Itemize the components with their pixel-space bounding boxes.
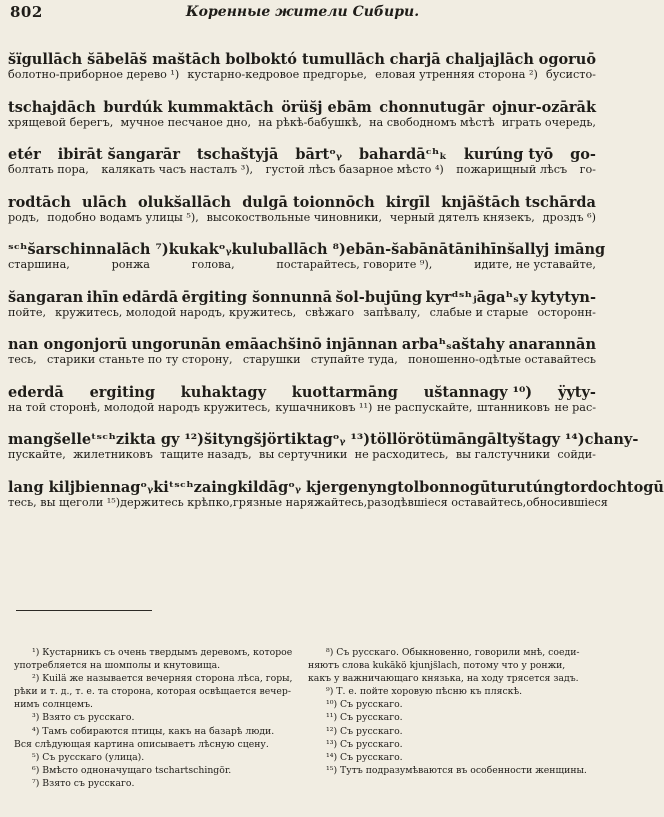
yakut-word: ērgiting s̆onnunnā <box>181 288 333 306</box>
russian-phrase: грязные наряжайтесь, <box>232 495 368 509</box>
yakut-word: ojnur-ozārāk <box>491 98 596 116</box>
russian-translation-line <box>8 495 608 520</box>
yakut-word: tschajdāch <box>8 98 96 116</box>
yakut-line <box>8 139 596 163</box>
yakut-word: kytytyn- <box>530 288 596 306</box>
russian-phrase: поношенно-одѣтые оставайтесь <box>408 353 596 366</box>
yakut-word: dulgā toionnōch <box>242 193 375 211</box>
russian-phrase: кушачниковъ ¹¹) <box>275 400 373 414</box>
russian-phrase: бусисто- <box>545 68 596 81</box>
yakut-word: chany- <box>584 431 639 448</box>
yakut-word: s̆jörtiktagᵒᵧ ¹³) <box>253 431 371 448</box>
yakut-word: us̆tannagy ¹⁰) <box>423 383 533 401</box>
footnote-line: ⁶) Вмѣсто одноначущаго tschartschingör. <box>32 764 232 776</box>
yakut-word: ihīn <box>86 288 119 306</box>
footnote-line: какъ у важничающаго князька, на ходу трясется задъ. <box>308 673 579 685</box>
footnote-line: ¹⁵) Тутъ подразумѣваются въ особенности женщины. <box>326 764 587 776</box>
russian-phrase: разодѣвшіеся оставайтесь, <box>367 495 527 509</box>
yakut-word: s̆ol-bujūng <box>335 288 422 306</box>
yakut-word: chaljajlāch <box>445 51 534 68</box>
russian-phrase: болтать пора, <box>8 163 89 176</box>
russian-phrase: ступайте туда, <box>310 353 398 366</box>
russian-phrase: на свободномъ мѣстѣ <box>369 115 495 129</box>
russian-phrase: еловая утренняя сторона ²) <box>375 68 538 81</box>
russian-translation-line <box>8 353 596 377</box>
footnote-line: ⁴) Тамъ собираются птицы, какъ на базарѣ люди. <box>32 725 275 737</box>
yakut-word: tordochtogū <box>563 478 664 496</box>
text-line-pair <box>8 329 596 377</box>
yakut-word: bārtᵒᵧ <box>295 146 343 163</box>
yakut-word: ibirāt s̆angarār <box>57 146 180 163</box>
yakut-word: mang <box>8 431 54 448</box>
yakut-line <box>8 472 664 496</box>
yakut-line <box>8 44 596 68</box>
yakut-word: kirgīl <box>385 193 431 211</box>
yakut-word: nan ongonjorū <box>8 336 128 353</box>
yakut-word: chonnutugār <box>379 98 485 116</box>
russian-phrase: слабые и старые <box>429 305 529 319</box>
russian-phrase: высокоствольные чиновники, <box>206 210 383 224</box>
footnote-line: ⁹) Т. е. пойте хоровую пѣсню къ пляскѣ. <box>326 686 523 698</box>
russian-phrase: на рѣкѣ-бабушкѣ, <box>258 115 362 129</box>
russian-phrase: обносившіеся <box>526 495 608 509</box>
yakut-line <box>8 329 596 353</box>
russian-translation-line <box>8 306 596 330</box>
footnote-line: ³) Взято съ русскаго. <box>32 712 135 724</box>
yakut-word: s̆allyj imāng <box>506 241 606 258</box>
page-header <box>10 3 595 25</box>
yakut-line <box>8 424 639 448</box>
footnote-line: ¹⁴) Съ русскаго. <box>326 751 403 763</box>
yakut-word: kukakᵒᵧ <box>168 241 232 258</box>
yakut-word: rodtāch <box>8 193 71 211</box>
russian-phrase: пускайте, <box>8 448 66 461</box>
yakut-word: lang kiljbiennagᵒᵧ <box>8 478 154 496</box>
footnote-line: ⁷) Взято съ русскаго. <box>32 777 135 789</box>
yakut-word: edārdā <box>122 288 179 306</box>
yakut-word: oluks̆allāch <box>137 193 232 211</box>
yakut-word: ungorunān <box>131 336 221 353</box>
russian-phrase: идите, не уставайте, <box>474 258 596 271</box>
yakut-word: knjās̆tāch tschārda <box>441 193 596 211</box>
yakut-word: ergiting <box>89 383 155 401</box>
yakut-line <box>8 187 596 211</box>
russian-phrase: тащите назадъ, <box>160 448 252 461</box>
yakut-word: örüs̆j ebām <box>281 98 372 116</box>
yakut-word: turutúng <box>490 478 564 496</box>
text-line-pair <box>8 139 596 187</box>
russian-phrase: калякать часъ насталъ ³), <box>101 163 254 176</box>
russian-phrase: старики станьте по ту сторону, <box>47 353 233 366</box>
russian-phrase: голова, <box>191 258 235 271</box>
yakut-word: ulāch <box>82 193 127 211</box>
yakut-word: kuluballāch ⁸) <box>231 241 346 258</box>
text-line-pair <box>8 424 639 472</box>
yakut-word: tschas̆tyjā <box>196 146 279 163</box>
yakut-line <box>8 377 596 401</box>
yakut-word: kuhaktagy <box>180 383 266 401</box>
russian-phrase: дроздъ ⁶) <box>542 210 596 224</box>
russian-phrase: черный дятелъ князекъ, <box>389 210 535 224</box>
yakut-word: kuottarmāng <box>291 383 398 401</box>
yakut-word: emāachs̆inō <box>225 336 322 353</box>
russian-phrase: играть очередь, <box>501 115 596 129</box>
russian-translation-line <box>8 211 596 235</box>
yakut-word: töllörötümāng <box>370 431 488 448</box>
russian-phrase: не рас- <box>554 400 596 414</box>
footnote-line: употребляется на шомполы и кнутовища. <box>14 660 221 672</box>
yakut-word: s̆elleᵗˢᶜʰzikta gy ¹²) <box>53 431 205 448</box>
text-line-pair <box>8 44 596 92</box>
russian-phrase: хрящевой берегъ, <box>8 115 114 129</box>
russian-phrase: пожарищный лѣсъ <box>456 163 568 176</box>
yakut-word: ÿyty- <box>557 383 596 401</box>
yakut-word: kiᵗˢᶜʰzaing <box>153 478 238 496</box>
footnote-line: ¹³) Съ русскаго. <box>326 738 403 750</box>
footnotes-right-column <box>308 646 596 777</box>
russian-translation-line <box>8 163 596 187</box>
russian-phrase: кружитесь, молодой народъ, кружитесь, <box>55 305 297 319</box>
yakut-word: ihīn <box>474 241 507 258</box>
yakut-word: kildāgᵒᵧ kjergenyng <box>237 478 398 496</box>
yakut-word: ebān-s̆abān <box>345 241 439 258</box>
russian-phrase: вы галстучники <box>455 448 551 461</box>
russian-translation-line <box>8 68 596 92</box>
yakut-word: s̆ityng <box>204 431 254 448</box>
russian-phrase: штанниковъ <box>477 400 550 414</box>
russian-phrase: болотно-приборное дерево ¹) <box>8 68 180 81</box>
yakut-word: bahardāᶜʰₖ <box>358 146 447 163</box>
russian-phrase: тесь, вы щеголи ¹⁵) <box>8 495 121 509</box>
footnote-line: ¹²) Съ русскаго. <box>326 725 403 737</box>
russian-phrase: сойди- <box>557 448 596 461</box>
footnote-line: няютъ слова kukākö kjunjs̆lach, потому что у ронжи, <box>308 660 566 672</box>
yakut-word: go- <box>570 146 596 163</box>
russian-phrase: на той сторонѣ, молодой народъ кружитесь, <box>8 400 271 414</box>
russian-phrase: го- <box>579 163 596 176</box>
footnote-line: рѣки и т. д., т. е. та сторона, которая освѣщается вечер- <box>14 686 292 698</box>
yakut-word: s̆ïgullāch s̆ābelās̆ mas̆tāch <box>8 51 221 68</box>
russian-phrase: кустарно-кедровое предгорье, <box>187 68 367 81</box>
russian-translation-line <box>8 116 596 140</box>
page-number: 802 <box>10 3 43 21</box>
russian-phrase: старушки <box>242 353 301 366</box>
yakut-word: kyrᵈˢʰⱼāgaʰₛy <box>425 288 528 306</box>
russian-phrase: держитесь крѣпко, <box>120 495 233 509</box>
footnote-line: нимъ солнцемъ. <box>14 699 93 711</box>
russian-phrase: старшина, <box>8 258 70 271</box>
footnote-line: ¹⁰) Съ русскаго. <box>326 699 403 711</box>
russian-translation-line <box>8 401 596 425</box>
russian-phrase: вы сертучники <box>259 448 348 461</box>
yakut-word: kurúng tyō <box>463 146 554 163</box>
yakut-word: ātān <box>438 241 475 258</box>
russian-phrase: мучное песчаное дно, <box>120 115 252 129</box>
russian-phrase: ронжа <box>111 258 150 271</box>
russian-phrase: свѣжаго <box>305 305 355 319</box>
russian-phrase: густой лѣсъ базарное мѣсто ⁴) <box>265 163 444 176</box>
yakut-word: injānnan <box>326 336 398 353</box>
text-line-pair <box>8 234 606 282</box>
yakut-word: ˢᶜʰs̆arschinnalāch ⁷) <box>8 241 169 258</box>
yakut-word: anarannān <box>508 336 596 353</box>
russian-phrase: не расходитесь, <box>354 448 449 461</box>
yakut-word: tolbonnogū <box>397 478 491 496</box>
yakut-word: s̆angaran <box>8 288 84 306</box>
russian-phrase: подобно водамъ улицы ⁵), <box>47 210 199 224</box>
russian-phrase: родъ, <box>8 210 40 224</box>
russian-phrase: жилетниковъ <box>73 448 153 461</box>
footnote-line: ¹) Кустарникъ съ очень твердымъ деревомъ, которое <box>32 647 293 658</box>
footnotes-left-column <box>14 646 296 790</box>
russian-translation-line <box>8 258 596 282</box>
russian-phrase: тесь, <box>8 353 37 366</box>
yakut-line <box>8 234 606 258</box>
text-line-pair <box>8 92 596 140</box>
yakut-word: āltys̆tagy ¹⁴) <box>487 431 585 448</box>
yakut-word: ederdā <box>8 383 64 401</box>
footnote-line: ⁵) Съ русскаго (улица). <box>32 751 145 763</box>
russian-phrase: запѣвалу, <box>363 305 421 319</box>
footnote-line: Вся слѣдующая картина описываетъ лѣсную сцену. <box>14 738 269 750</box>
text-line-pair <box>8 472 664 520</box>
russian-phrase: пойте, <box>8 305 47 319</box>
yakut-word: arbaʰₛas̆tahy <box>401 336 505 353</box>
interlinear-text <box>8 44 664 519</box>
text-line-pair <box>8 377 596 425</box>
footnote-line: ⁸) Съ русскаго. Обыкновенно, говорили мнѣ, соеди- <box>326 647 580 658</box>
russian-translation-line <box>8 448 596 472</box>
footnote-rule <box>16 610 152 611</box>
yakut-word: burdúk kummaktāch <box>103 98 274 116</box>
yakut-word: ogoruō <box>538 51 596 68</box>
text-line-pair <box>8 187 596 235</box>
yakut-word: bolboktó tumullāch <box>225 51 385 68</box>
footnote-line: ²) Kuilä же называется вечерняя сторона лѣса, горы, <box>32 673 293 685</box>
running-title: Коренные жители Сибири. <box>185 4 420 20</box>
yakut-line <box>8 282 596 306</box>
russian-phrase: не распускайте, <box>376 400 473 414</box>
text-line-pair <box>8 282 596 330</box>
yakut-line <box>8 92 596 116</box>
russian-phrase: постарайтесь, говорите ⁹), <box>276 258 433 271</box>
footnote-line: ¹¹) Съ русскаго. <box>326 712 403 724</box>
yakut-word: etér <box>8 146 41 163</box>
russian-phrase: осторонн- <box>537 305 596 319</box>
yakut-word: charjā <box>389 51 441 68</box>
